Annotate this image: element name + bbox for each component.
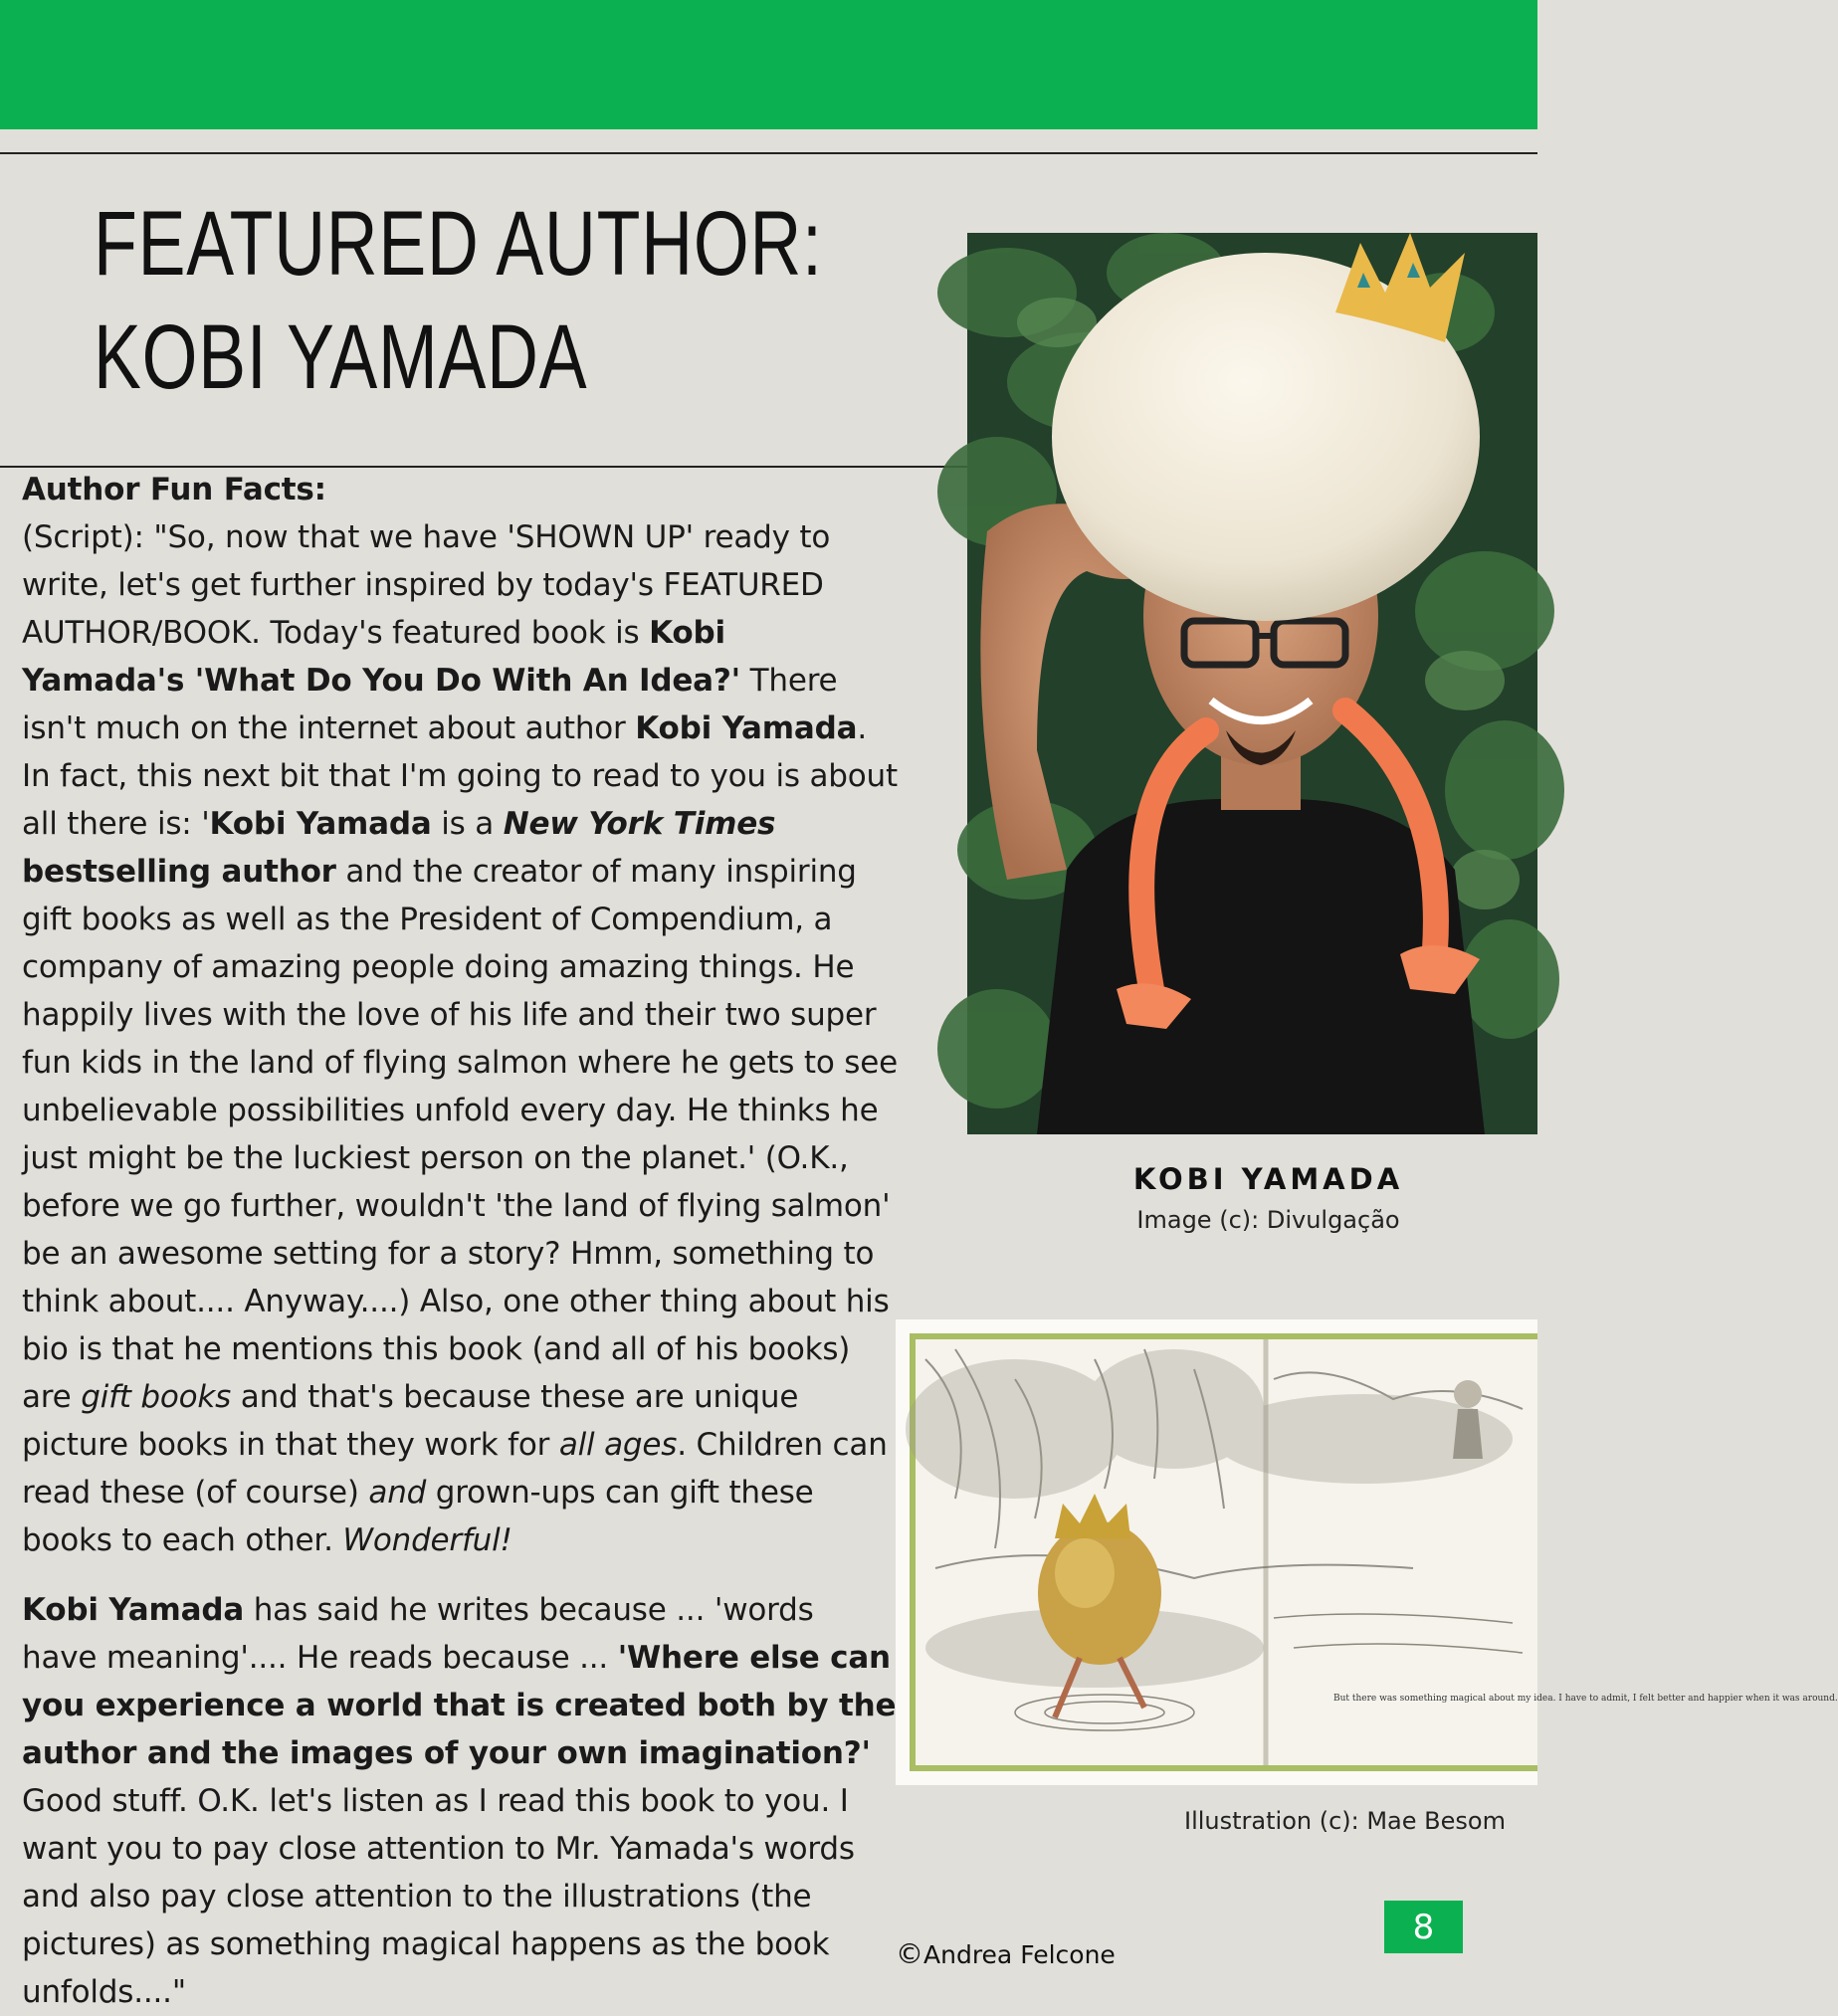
- page-number-badge: 8: [1384, 1901, 1463, 1953]
- article-heading: Author Fun Facts:: [22, 472, 326, 507]
- p1-segment: Kobi Yamada: [209, 806, 432, 842]
- copyright-symbol: ©: [896, 1937, 923, 1970]
- p1-segment: grown-ups can gift these books to each other.: [22, 1475, 814, 1558]
- p1-segment: is a: [431, 806, 504, 842]
- p1-segment: . Children can read these (of course): [22, 1427, 888, 1511]
- author-photo-graphic: [967, 233, 1537, 1134]
- p1-segment: and: [368, 1475, 427, 1511]
- copyright-credit: [896, 1937, 1116, 1970]
- photo-caption-name: KOBI YAMADA: [1132, 1162, 1404, 1196]
- p1-segment: Wonderful!: [342, 1522, 512, 1558]
- p2-segment: Good stuff. O.K. let's listen as I read this book to you. I want you to pay close attention to Mr. Yamada's words and also pay close attention to the illustrations (the pictures) as something magical happens as the book unfolds....": [22, 1783, 855, 2010]
- p1-segment: all ages: [558, 1427, 678, 1463]
- copyright-author: Andrea Felcone: [923, 1940, 1116, 1969]
- p1-segment: gift books: [81, 1379, 232, 1415]
- photo-caption-credit: Image (c): Divulgação: [1136, 1206, 1400, 1234]
- p1-segment: Kobi Yamada: [635, 710, 858, 746]
- article-body: [22, 466, 898, 2016]
- page-title-line-1: FEATURED AUTHOR:: [94, 193, 823, 295]
- page-title-line-2: KOBI YAMADA: [94, 306, 588, 408]
- illustration-page-text: But there was something magical about my idea. I have to admit, I felt better and happier when it was around.: [1333, 1694, 1838, 1704]
- p1-segment: . In fact, this next bit that I'm going to read to you is about all there is: ': [22, 710, 898, 842]
- illustration-credit: Illustration (c): Mae Besom: [1184, 1807, 1506, 1835]
- p2-segment: has said he writes because ... 'words have meaning'.... He reads because ...: [22, 1592, 814, 1676]
- article-paragraph-2: [22, 1586, 898, 2016]
- p1-segment: Kobi Yamada's 'What Do You Do With An Idea?': [22, 615, 740, 699]
- p1-segment: and that's because these are unique picture books in that they work for: [22, 1379, 799, 1463]
- author-photo: [967, 233, 1537, 1134]
- p2-segment: Kobi Yamada: [22, 1592, 245, 1628]
- article-paragraph-1: [22, 513, 898, 1564]
- p1-segment: There isn't much on the internet about author: [22, 663, 838, 746]
- header-bar: [0, 0, 1537, 129]
- p1-segment: bestselling author: [22, 854, 336, 890]
- p2-segment: 'Where else can you experience a world that is created both by the author and the images of your own imagination?': [22, 1640, 897, 1771]
- page-title: [94, 187, 823, 414]
- p1-segment: and the creator of many inspiring gift books as well as the President of Compendium, a company of amazing people doing amazing things. He happily lives with the love of his life and their two super fun kids in the land of flying salmon where he gets to see unbelievable possibilities unfold every day. He thinks he just might be the luckiest person on the planet.' (O.K., before we go further, wouldn't 'the land of flying salmon' be an awesome setting for a story? Hmm, something to think about.... Anyway....) Also, one other thing about his bio is that he mentions this book (and all of his books) are: [22, 854, 898, 1415]
- p1-segment: (Script): "So, now that we have 'SHOWN UP' ready to write, let's get further inspired by today's FEATURED AUTHOR/BOOK. Today's featured book is: [22, 519, 831, 651]
- book-illustration: [896, 1319, 1838, 1785]
- p1-segment: New York Times: [503, 806, 776, 842]
- divider-top: [0, 152, 1537, 154]
